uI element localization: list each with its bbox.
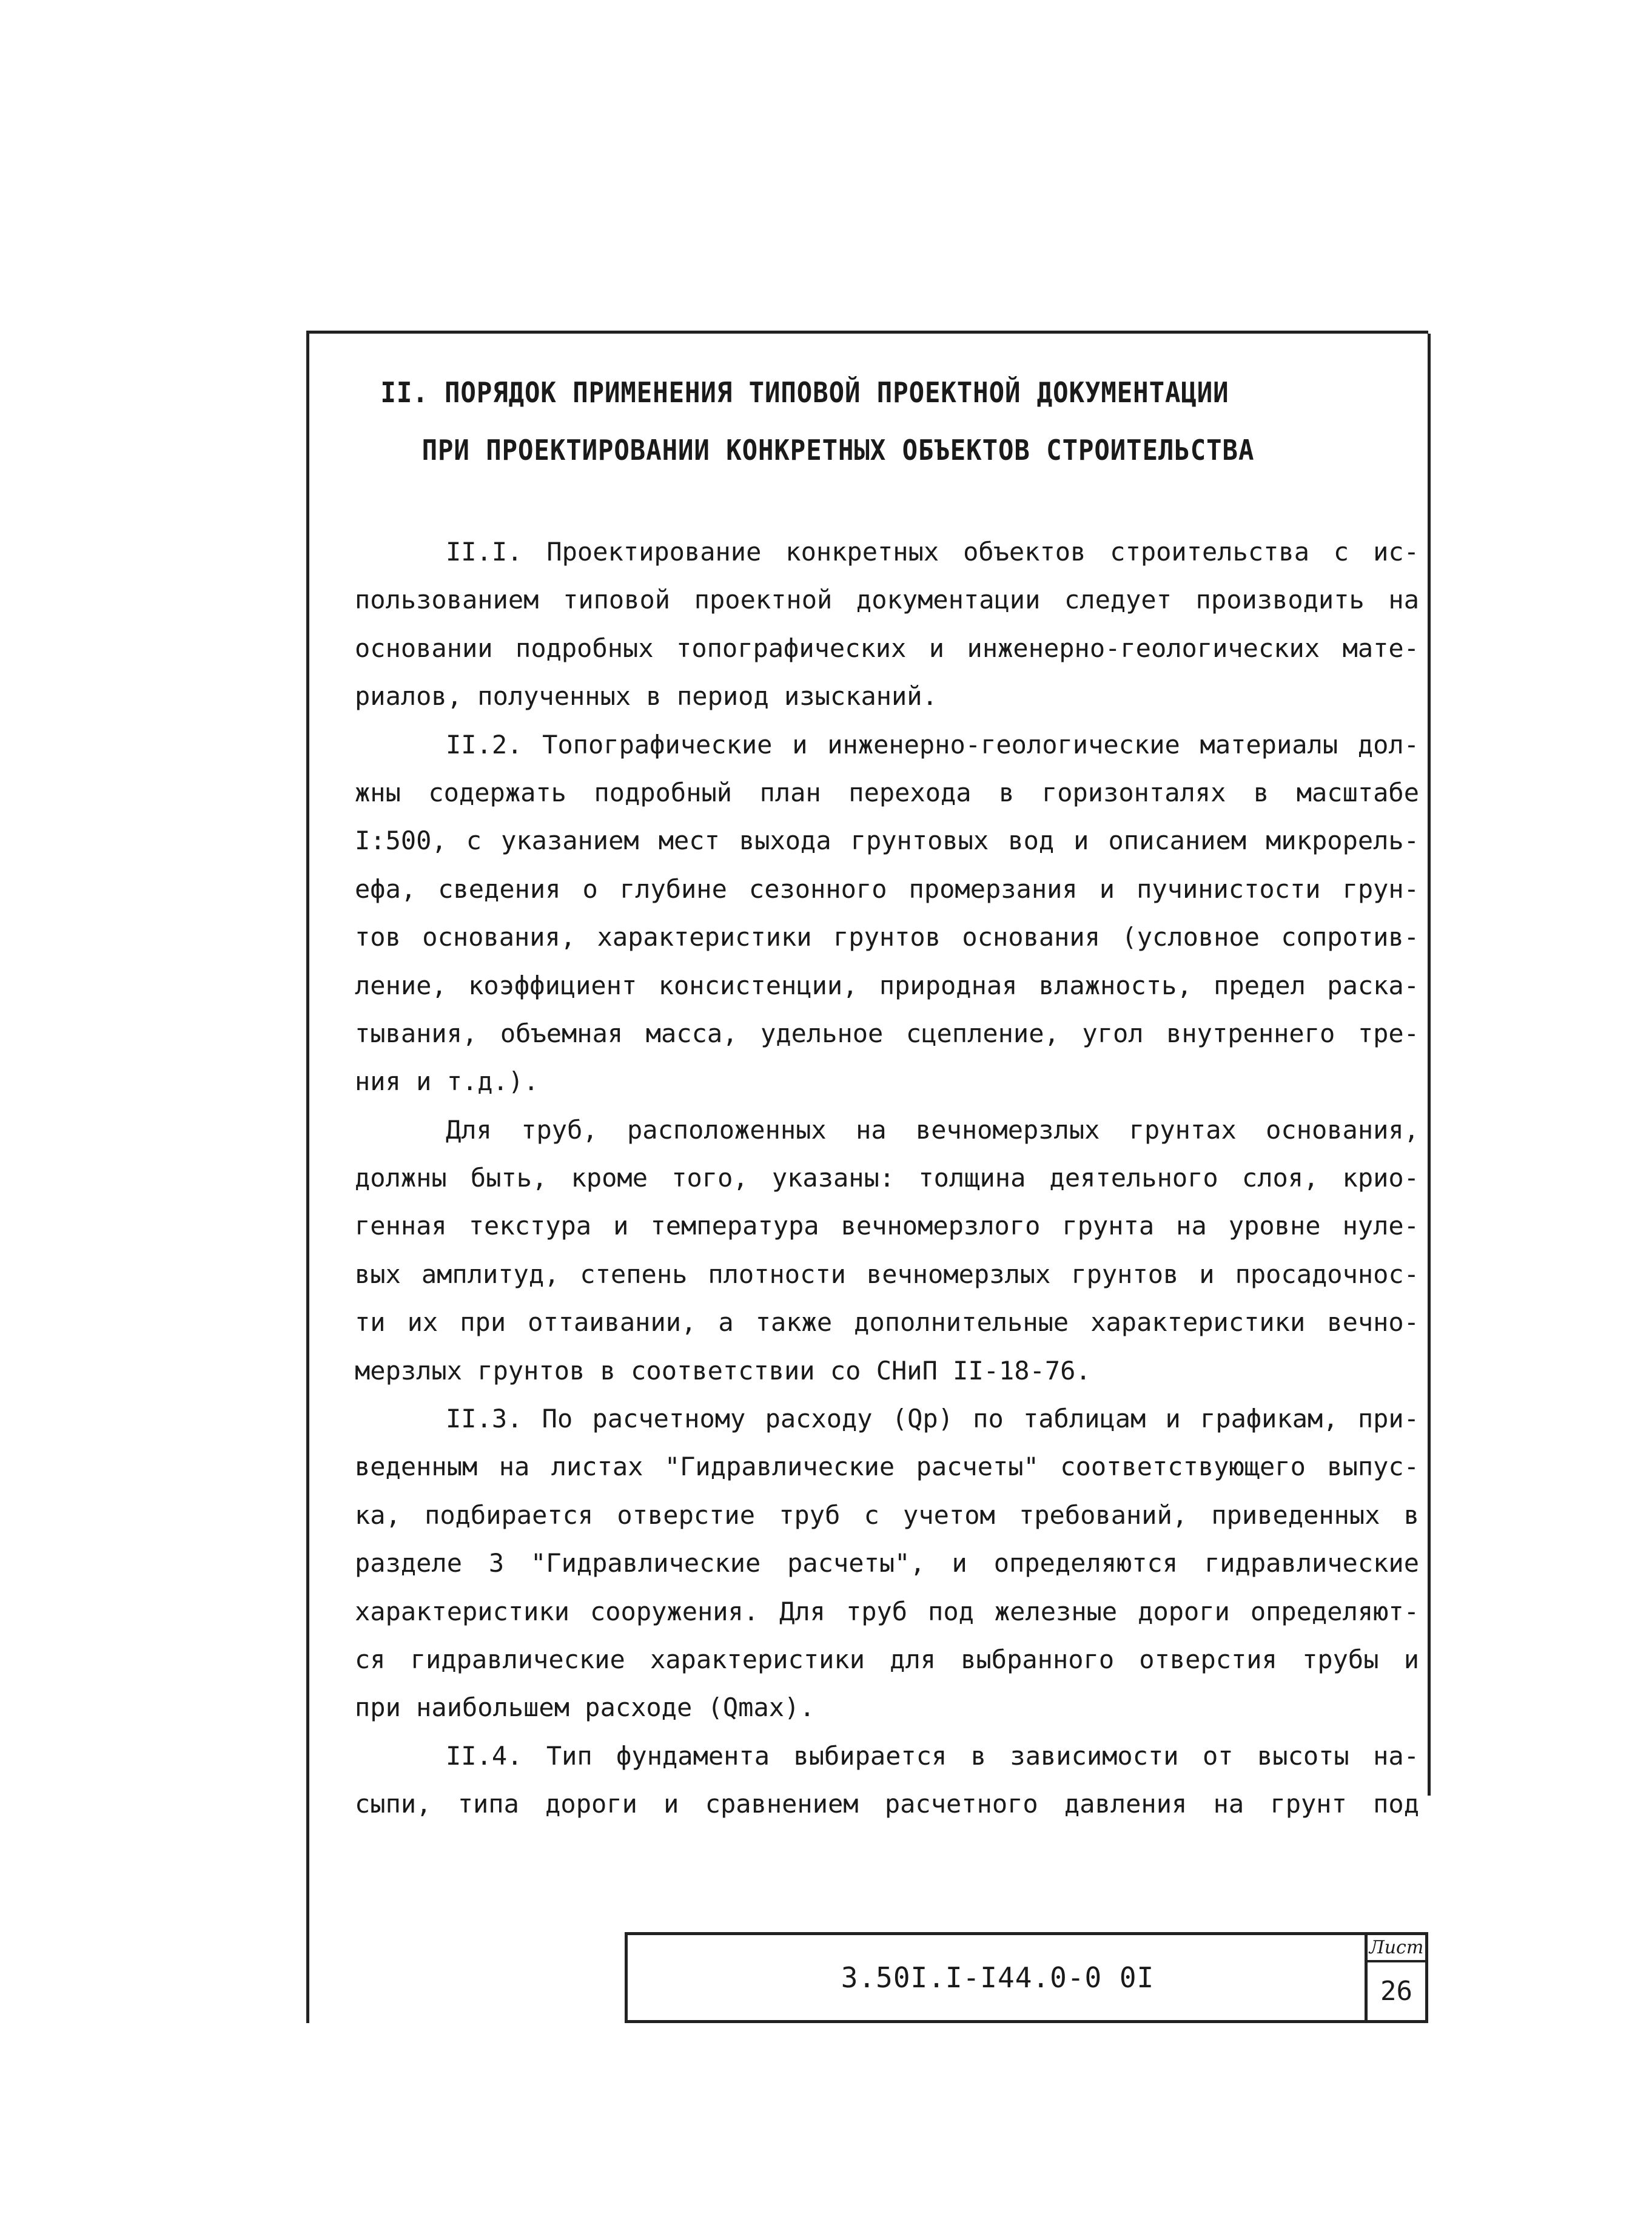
text-line: риалов, полученных в период изысканий. [355, 681, 938, 712]
text-line: ся гидравлические характеристики для выбранного отверстия трубы и [355, 1644, 1419, 1674]
text-line: при наибольшем расходе (Qmax). [355, 1692, 815, 1723]
text-line: тов основания, характеристики грунтов основания (условное сопротив- [355, 922, 1419, 952]
body-text [355, 528, 1419, 1828]
title-block-stamp [625, 1932, 1428, 2023]
document-code: 3.50I.I-I44.0-0 0I [841, 1961, 1155, 1994]
text-line: ка, подбирается отверстие труб с учетом требований, приведенных в [355, 1500, 1419, 1530]
text-line: Для труб, расположенных на вечномерзлых грунтах основания, [446, 1114, 1419, 1145]
text-line: пользованием типовой проектной документации следует производить на [355, 585, 1419, 615]
text-line: должны быть, кроме того, указаны: толщина деятельного слоя, крио- [355, 1163, 1419, 1193]
sheet-label: Лист [1368, 1935, 1425, 1962]
text-line: II.I. Проектирование конкретных объектов строительства с ис- [446, 537, 1419, 567]
text-line: II.3. По расчетному расходу (Qр) по таблицам и графикам, при- [446, 1404, 1419, 1434]
text-line: генная текстура и температура вечномерзлого грунта на уровне нуле- [355, 1211, 1419, 1241]
sheet-number: 26 [1380, 1976, 1412, 2007]
text-line: II.2. Топографические и инженерно-геологические материалы дол- [446, 729, 1419, 759]
text-line: разделе 3 "Гидравлические расчеты", и определяются гидравлические [355, 1548, 1419, 1578]
text-line: жны содержать подробный план перехода в горизонталях в масштабе [355, 777, 1419, 807]
text-line: ти их при оттаивании, а также дополнительные характеристики вечно- [355, 1307, 1419, 1338]
text-line: II.4. Тип фундамента выбирается в зависимости от высоты на- [446, 1740, 1419, 1771]
section-heading-line-2: ПРИ ПРОЕКТИРОВАНИИ КОНКРЕТНЫХ ОБЪЕКТОВ СТРОИТЕЛЬСТВА [421, 434, 1255, 466]
text-line: вых амплитуд, степень плотности вечномерзлых грунтов и просадочнос- [355, 1259, 1419, 1289]
text-line: мерзлых грунтов в соответствии со СНиП II-18-76. [355, 1355, 1091, 1386]
text-line: характеристики сооружения. Для труб под железные дороги определяют- [355, 1596, 1419, 1626]
text-line: ефа, сведения о глубине сезонного промерзания и пучинистости грун- [355, 874, 1419, 904]
text-line: веденным на листах "Гидравлические расчеты" соответствующего выпус- [355, 1452, 1419, 1482]
text-line: ление, коэффициент консистенции, природная влажность, предел раска- [355, 970, 1419, 1000]
text-line: ния и т.д.). [355, 1066, 539, 1097]
text-line: I:500, с указанием мест выхода грунтовых вод и описанием микрорель- [355, 826, 1419, 856]
text-line: тывания, объемная масса, удельное сцепление, угол внутреннего тре- [355, 1018, 1419, 1048]
section-heading-line-1: II. ПОРЯДОК ПРИМЕНЕНИЯ ТИПОВОЙ ПРОЕКТНОЙ ДОКУМЕНТАЦИИ [380, 376, 1229, 409]
sheet-number-cell [1365, 1935, 1425, 2020]
text-line: основании подробных топографических и инженерно-геологических мате- [355, 633, 1419, 663]
text-line: сыпи, типа дороги и сравнением расчетного давления на грунт под [355, 1789, 1419, 1819]
